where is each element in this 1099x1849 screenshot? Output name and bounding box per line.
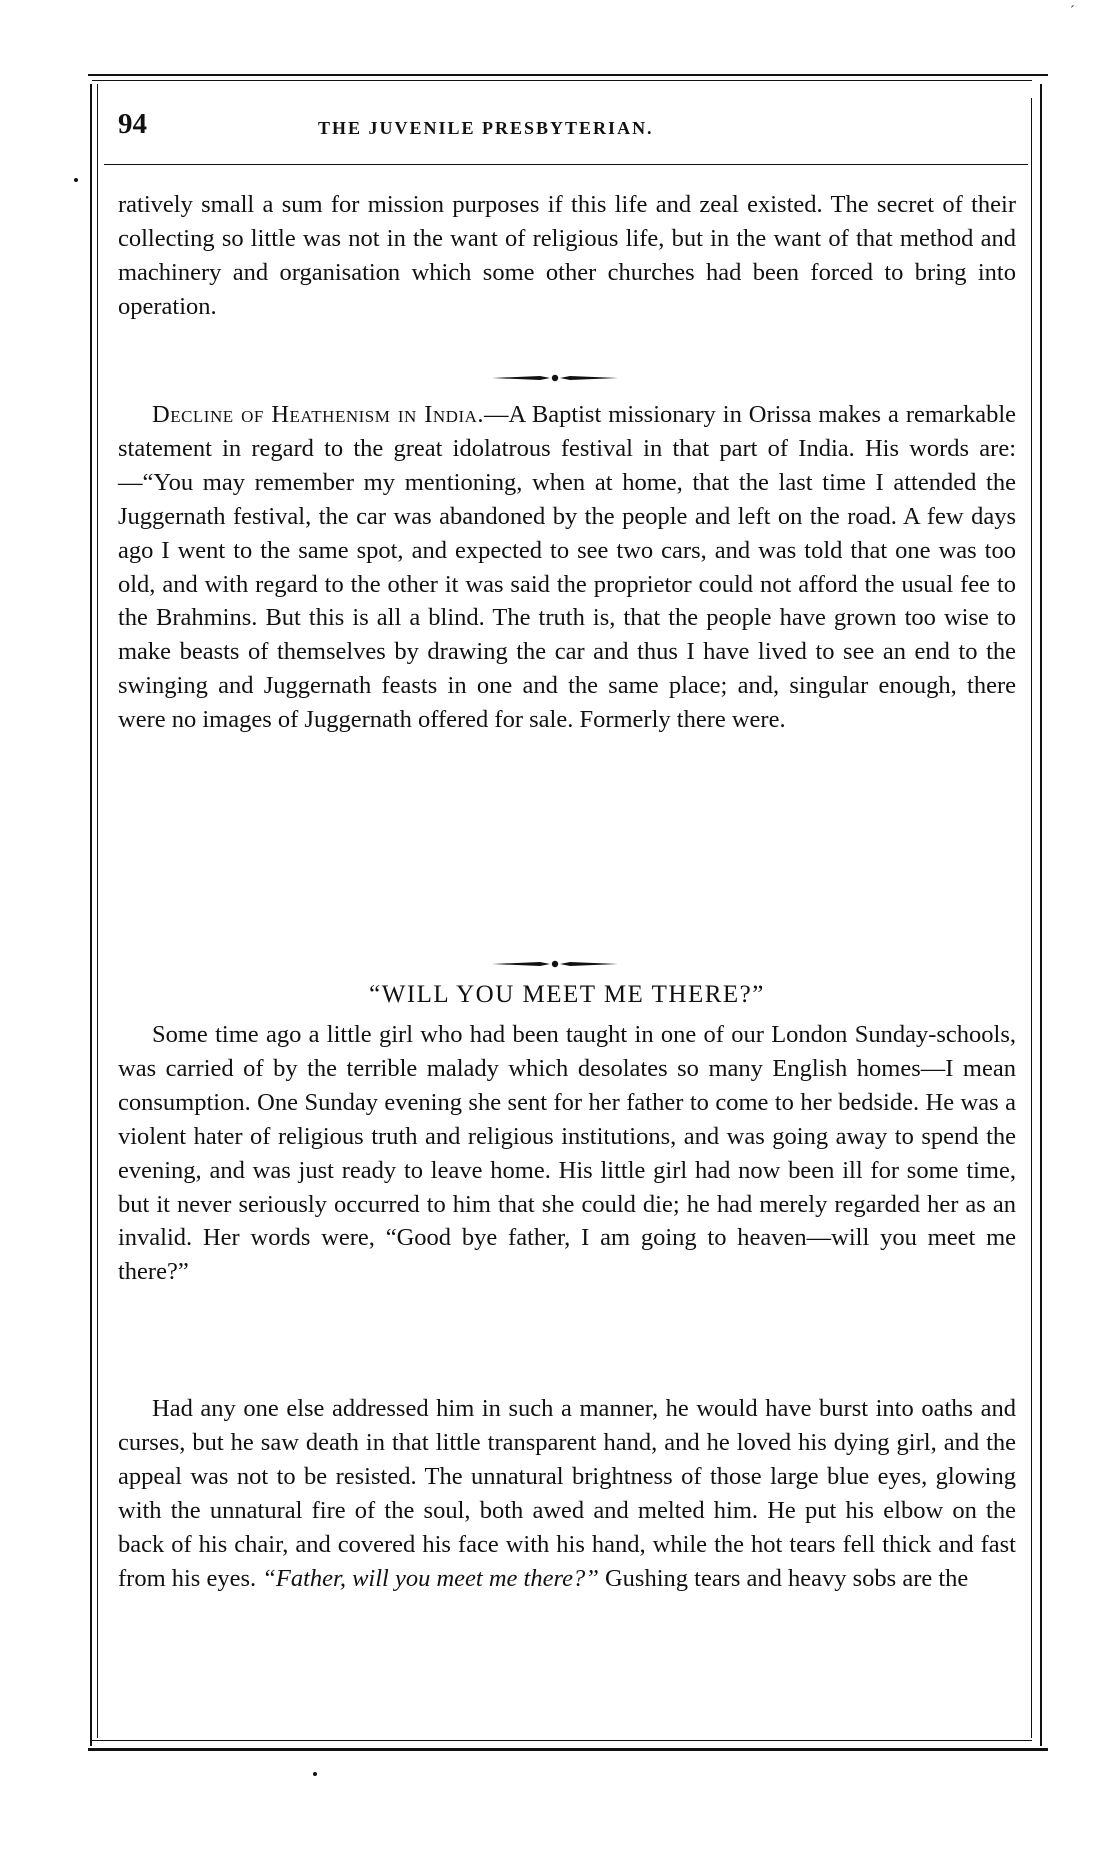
frame-bottom-rule-inner (92, 1740, 1032, 1741)
frame-top-rule-inner (92, 80, 1032, 81)
header-rule (104, 164, 1028, 165)
paragraph-continued: ratively small a sum for mission purposes if this life and zeal existed. The secret of their collecting so little was not in the want of religious life, but in the want of that method and machinery and organisation which some other churches had been forced to bring into operation. (118, 191, 1016, 320)
paragraph-body: Had any one else addressed him in such a manner, he would have burst into oaths and curses, but he saw death in that little transparent hand, and he loved his dying girl, and the appeal was not to be resisted. The unnatural brightness of those large blue eyes, glowing with the unnatural fire of the soul, both awed and melted him. He put his elbow on the back of his chair, and covered his face with his hand, while the hot tears fell thick and fast from his eyes. (118, 1395, 1016, 1592)
italic-quote: “Father, will you meet me there?” (262, 1564, 599, 1592)
paragraph-body: —A Baptist missionary in Orissa makes a remarkable statement in regard to the great idolatrous festival in that part of India. His words are:—“You may remember my mentioning, when at home, that the last time I attended the Juggernath festival, the car was abandoned by the people and left on the road. A few days ago I went to the same spot, and expected to see two cars, and was told that one was too old, and with regard to the other it was said the proprietor could not afford the usual fee to the Brahmins. But this is all a blind. The truth is, that the people have grown too wise to make beasts of themselves by drawing the car and thus I have lived to see an end to the swinging and Juggernath feasts in one and the same place; and, singular enough, there were no images of Juggernath offered for sale. Formerly there were. (118, 401, 1016, 734)
section-title: “WILL YOU MEET ME THERE?” (369, 981, 765, 1008)
frame-top-rule (88, 74, 1048, 76)
running-title: THE JUVENILE PRESBYTERIAN. (318, 118, 654, 138)
ornamental-separator (490, 372, 620, 384)
paragraph-tail: Gushing tears and heavy sobs are the (598, 1564, 969, 1592)
frame-right-rule-inner (1031, 98, 1032, 1738)
paragraph-lead-heading: Decline of Heathenism in India. (152, 401, 485, 428)
frame-left-rule (90, 84, 92, 1746)
paragraph-story: Some time ago a little girl who had been taught in one of our London Sunday-schools, was carried of by the terrible malady which desolates so many English homes—I mean consumption. One Sunday evening she sent for her father to come to her bedside. He was a violent hater of religious truth and religious institutions, and was going away to spend the evening, and was just ready to leave home. His little girl had now been ill for some time, but it never seriously occurred to him that she could die; he had merely regarded her as an invalid. Her words were, “Good bye father, I am going to heaven—will you meet me there?” (118, 1021, 1016, 1286)
page-header (118, 108, 1018, 148)
frame-left-rule-inner (97, 84, 98, 1738)
paragraph-heathenism (118, 398, 1016, 737)
ink-speck (74, 178, 78, 182)
ink-speck (313, 1772, 317, 1776)
paragraph-story-continued (118, 1392, 1016, 1595)
frame-right-rule (1040, 84, 1042, 1746)
frame-bottom-rule (88, 1748, 1048, 1751)
corner-mark: ˊ (1070, 4, 1075, 19)
ornamental-separator (490, 958, 620, 970)
page-number: 94 (118, 108, 147, 140)
